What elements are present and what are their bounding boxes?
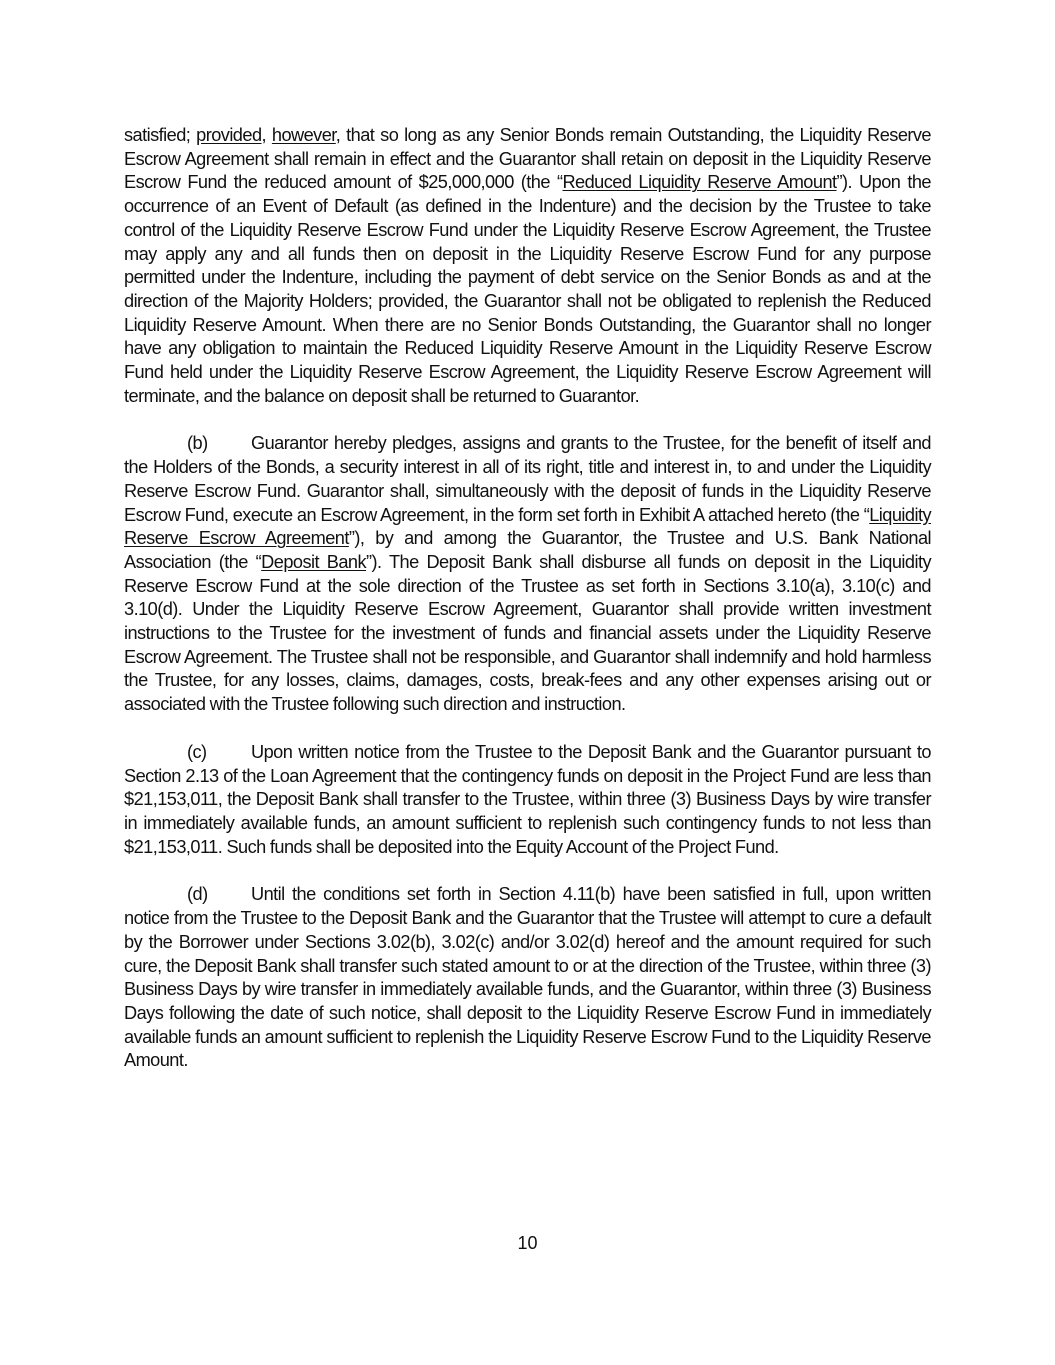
defined-term-reduced-liquidity-reserve-amount: Reduced Liquidity Reserve Amount [562,172,837,193]
paragraph-label: (c) [187,741,207,762]
text-run: ”), by and among the Guarantor, the Trustee and U.S. Bank National Association (the “ [124,528,932,572]
text-run: ”). Upon the occurrence of an Event of Default (as defined in the Indenture) and the decision by the Trustee to take control of the Liquidity Reserve Escrow Fund under the Liquidity Reserve Escrow Agreement, the Trustee may apply any and all funds then on deposit in the Liquidity Reserve Escrow Fund for any purpose permitted under the Indenture, including the payment of debt service on the Senior Bonds as and at the direction of the Majority Holders; provided, the Guarantor shall not be obligated to replenish the Reduced Liquidity Reserve Amount. When there are no Senior Bonds Outstanding, the Guarantor shall no longer have any obligation to maintain the Reduced Liquidity Reserve Amount in the Liquidity Reserve Escrow Fund held under the Liquidity Reserve Escrow Agreement, the Liquidity Reserve Escrow Agreement will terminate, and the balance on deposit shall be returned to Guarantor. [124,172,931,406]
paragraph-label: (b) [187,433,208,454]
defined-term-liquidity-reserve-escrow-agreement: Liquidity Reserve Escrow Agreement [124,504,931,549]
paragraph-d [124,883,931,1073]
text-run: , that so long as any Senior Bonds remain Outstanding, the Liquidity Reserve Escrow Agreement shall remain in effect and the Guarantor shall retain on deposit in the Liquidity Reserve Escrow Fund the reduced amount of $25,000,000 (the “ [124,125,932,193]
text-run: , [261,125,272,145]
text-run: Until the conditions set forth in Section 4.11(b) have been satisfied in full, upon written notice from the Trustee to the Deposit Bank and the Guarantor that the Trustee will attempt to cure a default by the Borrower under Sections 3.02(b), 3.02(c) and/or 3.02(d) hereof and the amount required for such cure, the Deposit Bank shall transfer such stated amount to or at the direction of the Trustee, within three (3) Business Days by wire transfer in immediately available funds, and the Guarantor, within three (3) Business Days following the date of such notice, shall deposit to the Liquidity Reserve Escrow Fund in immediately available funds an amount sufficient to replenish the Liquidity Reserve Escrow Fund to the Liquidity Reserve Amount. [124,884,931,1071]
paragraph-b [124,432,931,716]
text-run: Guarantor hereby pledges, assigns and grants to the Trustee, for the benefit of itself and the Holders of the Bonds, a security interest in all of its right, title and interest in, to and under the Liquidity Reserve Escrow Fund. Guarantor shall, simultaneously with the deposit of funds in the Liquidity Reserve Escrow Fund, execute an Escrow Agreement, in the form set forth in Exhibit A attached hereto (the “ [124,433,931,525]
text-run: satisfied; [124,125,197,145]
defined-term-deposit-bank: Deposit Bank [261,551,367,572]
defined-term-however: however [271,125,336,145]
paragraph-label: (d) [187,884,208,905]
text-run: Upon written notice from the Trustee to the Deposit Bank and the Guarantor pursuant to Section 2.13 of the Loan Agreement that the contingency funds on deposit in the Project Fund are less than $21,153,011, the Deposit Bank shall transfer to the Trustee, within three (3) Business Days by wire transfer in immediately available funds, an amount sufficient to replenish such contingency funds to not less than $21,153,011. Such funds shall be deposited into the Equity Account of the Project Fund. [124,741,931,857]
paragraph-c [124,741,931,860]
page-number: 10 [517,1233,538,1253]
paragraph-a-continued [124,124,931,408]
text-run: ”). The Deposit Bank shall disburse all funds on deposit in the Liquidity Reserve Escrow Fund at the sole direction of the Trustee as set forth in Sections 3.10(a), 3.10(c) and 3.10(d). Under the Liquidity Reserve Escrow Agreement, Guarantor shall provide written investment instructions to the Trustee for the investment of funds and financial assets under the Liquidity Reserve Escrow Agreement. The Trustee shall not be responsible, and Guarantor shall indemnify and hold harmless the Trustee, for any losses, claims, damages, costs, break-fees and any other expenses arising out or associated with the Trustee following such direction and instruction. [124,551,932,715]
document-page [124,124,931,1097]
defined-term-provided: provided [196,125,262,145]
